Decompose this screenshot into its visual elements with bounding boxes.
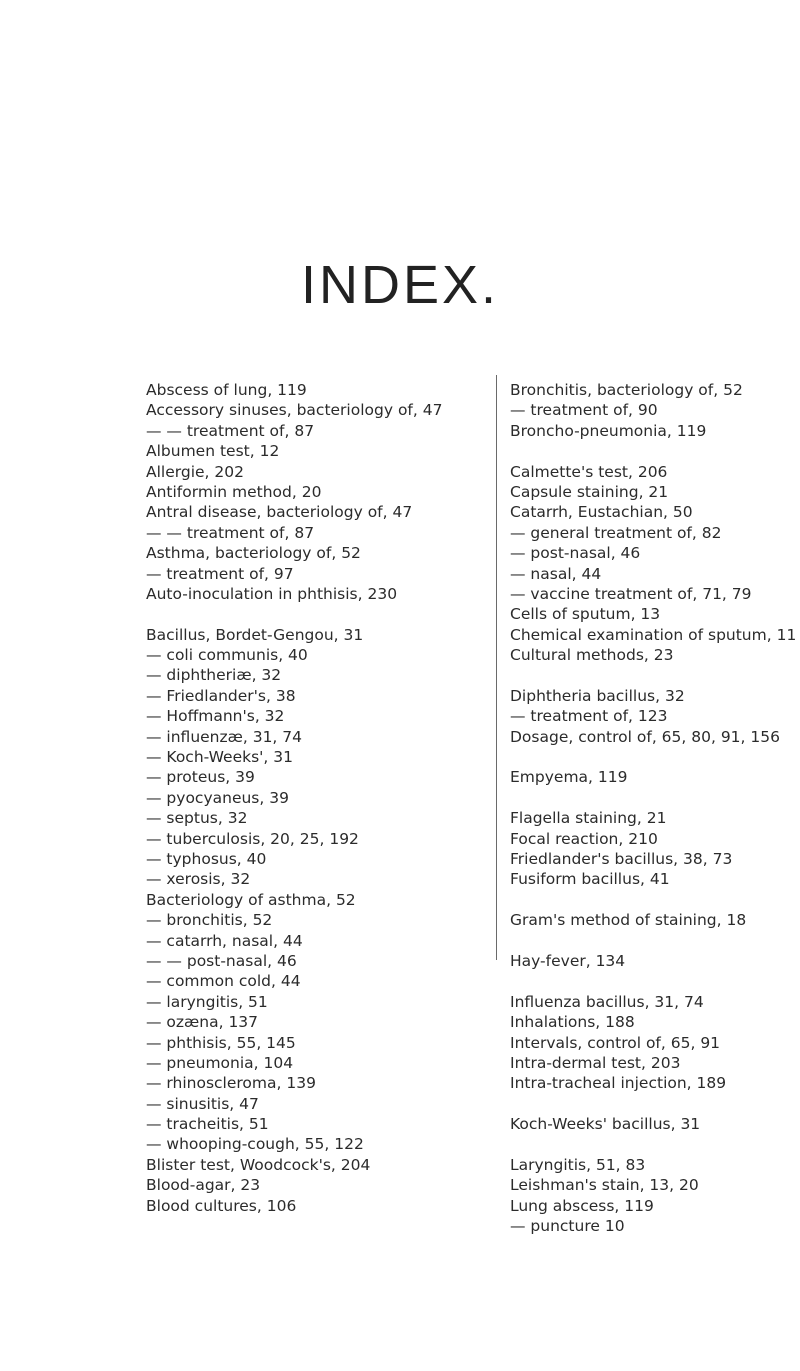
index-entry: Inhalations, 188 [510, 1013, 635, 1032]
index-entry: — treatment of, 97 [146, 564, 294, 583]
index-entry: — phthisis, 55, 145 [146, 1033, 296, 1052]
index-entry: — influenzæ, 31, 74 [146, 727, 303, 746]
index-entry: Chemical examination of sputum, 11 [510, 625, 797, 644]
index-entry: Blood cultures, 106 [146, 1196, 297, 1215]
page-title: INDEX. [300, 255, 500, 315]
index-entry: — sinusitis, 47 [146, 1094, 259, 1113]
index-entry: Cultural methods, 23 [510, 646, 674, 665]
index-entry: Bacteriology of asthma, 52 [146, 890, 356, 909]
index-entry: — treatment of, 90 [510, 401, 658, 420]
index-entry: Focal reaction, 210 [510, 829, 658, 848]
index-entry: Accessory sinuses, bacteriology of, 47 [146, 401, 443, 420]
index-entry: Asthma, bacteriology of, 52 [146, 544, 361, 563]
index-entry: — proteus, 39 [146, 768, 255, 787]
index-entry: Broncho-pneumonia, 119 [510, 421, 707, 440]
index-entry: Flagella staining, 21 [510, 809, 667, 828]
index-entry: Bronchitis, bacteriology of, 52 [510, 381, 743, 399]
index-entry: Bacillus, Bordet-Gengou, 31 [146, 625, 364, 644]
index-entry: Catarrh, Eustachian, 50 [510, 503, 693, 522]
index-column-right [510, 380, 800, 1236]
index-entry: Friedlander's bacillus, 38, 73 [510, 849, 733, 868]
index-entry: — rhinoscleroma, 139 [146, 1074, 316, 1093]
index-entry: — common cold, 44 [146, 972, 301, 991]
group-spacer [510, 747, 800, 767]
index-entry: Intra-dermal test, 203 [510, 1053, 681, 1072]
index-entry: — Koch-Weeks', 31 [146, 748, 293, 767]
index-entry: — ozæna, 137 [146, 1013, 259, 1032]
group-spacer [510, 931, 800, 951]
group-spacer [510, 1094, 800, 1114]
index-entry: Koch-Weeks' bacillus, 31 [510, 1115, 701, 1134]
index-entry: Fusiform bacillus, 41 [510, 870, 670, 889]
index-entry: Leishman's stain, 13, 20 [510, 1176, 699, 1195]
index-entry: Capsule staining, 21 [510, 482, 669, 501]
index-entry: — tracheitis, 51 [146, 1115, 269, 1134]
group-spacer [146, 604, 471, 624]
index-entry: Intra-tracheal injection, 189 [510, 1074, 727, 1093]
index-entry: — septus, 32 [146, 809, 248, 828]
index-entry: Blister test, Woodcock's, 204 [146, 1155, 371, 1174]
index-entry: — post-nasal, 46 [510, 544, 641, 563]
index-entry: — coli communis, 40 [146, 646, 308, 665]
group-spacer [510, 788, 800, 808]
index-entry: — Friedlander's, 38 [146, 686, 296, 705]
index-entry: Intervals, control of, 65, 91 [510, 1033, 721, 1052]
index-entry: — pneumonia, 104 [146, 1053, 294, 1072]
index-entry: — Hoffmann's, 32 [146, 707, 285, 726]
index-entry: — pyocyaneus, 39 [146, 788, 289, 807]
index-entry: Influenza bacillus, 31, 74 [510, 992, 704, 1011]
index-entry: Antral disease, bacteriology of, 47 [146, 503, 413, 522]
index-entry: Allergie, 202 [146, 462, 244, 481]
index-entry: — diphtheriæ, 32 [146, 666, 282, 685]
group-spacer [510, 971, 800, 991]
index-entry: — laryngitis, 51 [146, 992, 268, 1011]
index-entry: — whooping-cough, 55, 122 [146, 1135, 364, 1154]
group-spacer [510, 1134, 800, 1154]
index-entry: — treatment of, 123 [510, 707, 668, 726]
index-entry: Lung abscess, 119 [510, 1196, 654, 1215]
index-entry: — — post-nasal, 46 [146, 951, 297, 970]
group-spacer [510, 665, 800, 685]
column-divider [496, 375, 497, 960]
index-entry: — — treatment of, 87 [146, 523, 315, 542]
index-entry: Gram's method of staining, 18 [510, 911, 747, 930]
index-entry: — catarrh, nasal, 44 [146, 931, 303, 950]
index-entry: Auto-inoculation in phthisis, 230 [146, 584, 398, 603]
index-entry: — — treatment of, 87 [146, 421, 315, 440]
group-spacer [510, 890, 800, 910]
index-column-left [146, 380, 471, 1216]
index-entry: — bronchitis, 52 [146, 911, 273, 930]
index-entry: Albumen test, 12 [146, 442, 280, 461]
index-entry: Dosage, control of, 65, 80, 91, 156 [510, 727, 780, 746]
index-entry: Empyema, 119 [510, 768, 628, 787]
index-entry: — tuberculosis, 20, 25, 192 [146, 829, 359, 848]
index-entry: — puncture 10 [510, 1217, 625, 1236]
index-entry: — general treatment of, 82 [510, 523, 722, 542]
index-entry: Laryngitis, 51, 83 [510, 1155, 646, 1174]
index-entry: Blood-agar, 23 [146, 1176, 261, 1195]
index-entry: — vaccine treatment of, 71, 79 [510, 584, 752, 603]
index-entry: — xerosis, 32 [146, 870, 251, 889]
index-entry: Calmette's test, 206 [510, 462, 668, 481]
index-entry: Diphtheria bacillus, 32 [510, 686, 685, 705]
index-entry: Hay-fever, 134 [510, 951, 626, 970]
index-entry: Abscess of lung, 119 [146, 381, 307, 399]
index-entry: Cells of sputum, 13 [510, 605, 661, 624]
index-entry: — typhosus, 40 [146, 849, 267, 868]
index-entry: Antiformin method, 20 [146, 482, 322, 501]
group-spacer [510, 441, 800, 461]
index-entry: — nasal, 44 [510, 564, 602, 583]
